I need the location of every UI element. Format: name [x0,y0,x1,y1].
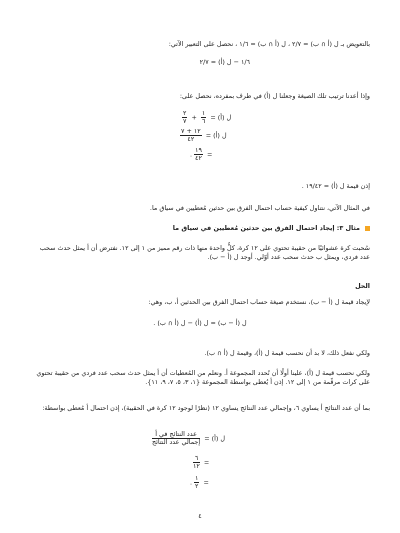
fraction-numerator: ١٩ [195,146,202,154]
paragraph-formula-intro: لإيجاد قيمة ل (أ − ب)، نستخدم صيغة حساب احتمال الفرق بين الحدثين أ، ب، وهي: [148,298,370,306]
fraction-numerator: ٢ [183,109,187,117]
equation-2b [178,128,227,143]
paragraph-rearrange: وإذا أعدنا ترتيب تلك الصيغة وجعلنا ل (أ) في طرف بمفرده، نحصل على: [179,92,370,100]
equation-2a: $\frac{٢}{٧}$ + $\frac{١}{٦}$ ل (أ) = [183,109,232,125]
paragraph-probability-a: بما أن عدد النتائج أ يساوي ٦، وإجمالي عدد النتائج يساوي ١٢ (نظرًا لوجود ١٢ كرة في الحقيبة)، إذن احتمال أ مُعطى بواسطة: [42,404,370,412]
fraction-denominator: ٤٢ [195,154,202,162]
paragraph-need: ولكي نفعل ذلك، لا بد أن نحسب قيمة ل (أ)، وقيمة ل (أ ∩ ب). [204,349,370,357]
fraction-numerator: ١٢ + ٧ [181,127,201,135]
equation-lhs: ل (أ) = [210,113,232,122]
equation-2c: . $\frac{١٩}{٤٢}$ = [190,146,213,162]
equation-3: ل (أ − ب) = ل (أ) − ل (أ ∩ ب) . [153,319,247,327]
equation-lhs: ل (أ) = [204,434,226,443]
fraction-numerator: عدد النتائج في أ [152,431,200,439]
equation-4 [150,431,225,446]
fraction-denominator: ٤٢ [187,135,195,143]
fraction-denominator: ١٢ [193,462,200,470]
equation-lhs: ل (أ) = [205,131,227,140]
paragraph-set-a: ولكي نحسب قيمة ل (أ)، علينا أولًا أن نُحدد المجموعة أ. ونعلم من المُعطيات أن أ يمثل حدث سحب عدد فردي من حقيبة تحتوي على كرات مرقّمة من ١ إلى ١٢. إذن أ يُعطى بواسطة المجموعة {١، ٣، ٥، ٧، ٩، ١١}. [36,369,370,386]
fraction-numerator: ٦ [194,454,199,462]
fraction-denominator: ٢ [195,482,199,490]
example-body: سُحبت كرة عشوائيًا من حقيبة تحتوي على ١٢ كرة، كلٌّ واحدة منها ذات رقم مميز من ١ إلى ١٢. نفترض أن أ يمثل حدث سحب عدد فردي، ويمثل ب حدث سحب عدد أوّلي. أوجد ل (أ − ب). [39,244,370,261]
solution-heading: الحل [355,282,370,290]
example-title: مثال ٣: إيجاد احتمال الفرق بين حدثين مُعطيين في سياق ما [172,224,360,232]
fraction-denominator: ٦ [201,117,206,125]
paragraph-result: إذن قيمة ل (أ) = ١٩/٤٢ . [301,182,370,190]
equation-5: $\frac{٦}{١٢}$ = [193,454,210,470]
fraction-numerator: ١ [195,474,199,482]
fraction-denominator: ٧ [183,117,187,125]
paragraph-substitution: بالتعويض بـ ل (أ ∩ ب) = ٢/٧ ، ل (أ ∩ ب) = ١/٦ ، نحصل على التعبير الآتي: [168,40,370,48]
equation-6: . $\frac{١}{٢}$ = [190,474,209,490]
page-number: ٤ [198,512,202,520]
equation-1: ١/٦ − ل (أ) = ٢/٧ [199,58,250,66]
example-bullet-icon [365,226,370,231]
fraction-denominator: إجمالي عدد النتائج [152,438,201,446]
paragraph-intro-example: في المثال الآتي، نتناول كيفية حساب احتمال الفرق بين حدثين مُعطيين في سياق ما. [149,204,370,212]
fraction-numerator: ١ [201,109,206,117]
equals-sign: = [206,150,213,159]
